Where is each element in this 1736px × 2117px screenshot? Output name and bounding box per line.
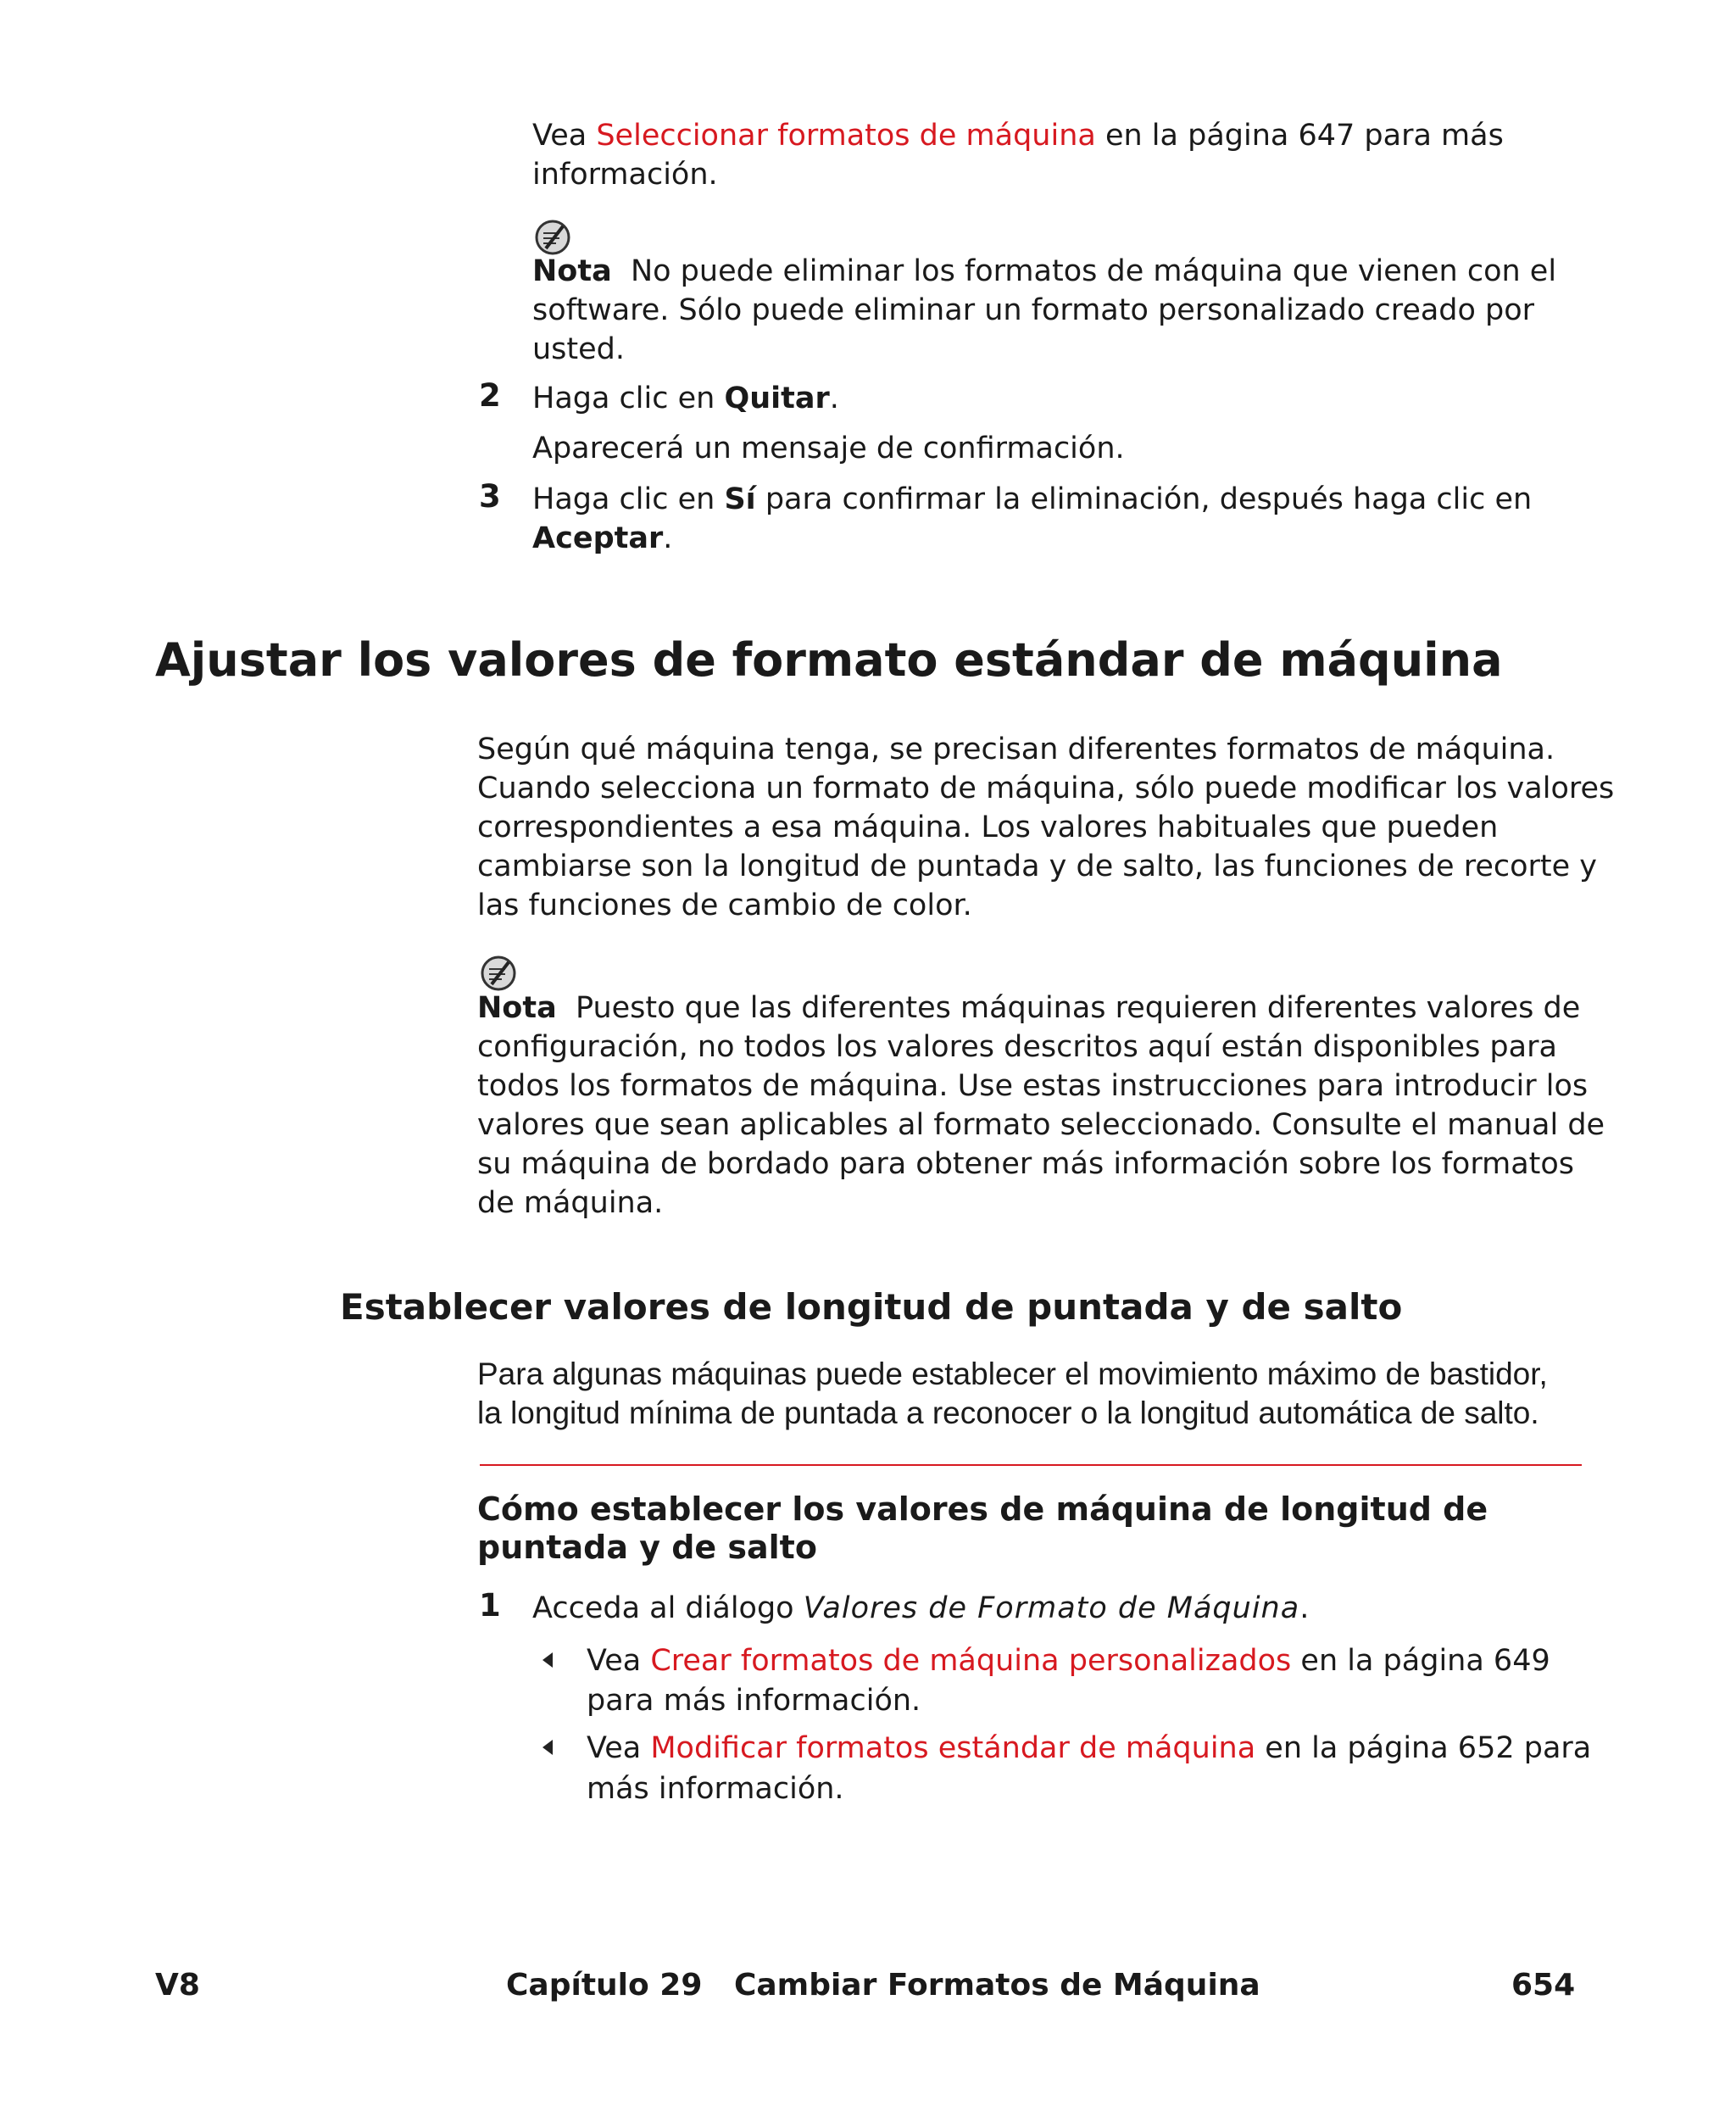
step-text: para confirmar la eliminación, después haga clic en [755,482,1533,516]
bullet-text: Vea [587,1731,651,1765]
dialog-name: Valores de Formato de Máquina [803,1591,1300,1625]
note-2 [477,989,1580,1028]
subsection-para-line: Para algunas máquinas puede establecer el movimiento máximo de bastidor, [477,1357,1548,1391]
ref-prefix: Vea [532,119,597,153]
section-para-line: las funciones de cambio de color. [477,889,972,922]
bullet-text: en la página 649 [1291,1644,1550,1678]
ui-term-quitar: Quitar [724,382,830,415]
subsection-para-line: la longitud mínima de puntada a reconocer o la longitud automática de salto. [477,1396,1539,1430]
step-text: . [1299,1591,1310,1625]
step-3-text [532,480,1532,519]
note-label: Nota [477,991,557,1025]
step-text: . [829,382,839,415]
subsection-heading: Establecer valores de longitud de puntada y de salto [340,1286,1403,1328]
step-3-line-2 [532,519,672,558]
note-pencil-icon [534,219,571,256]
reference-line [532,116,1504,155]
note-2-line: su máquina de bordado para obtener más información sobre los formatos [477,1147,1575,1181]
bullet-1-line-2: para más información. [587,1684,921,1718]
link-modificar-formatos[interactable]: Modificar formatos estándar de máquina [650,1731,1256,1765]
footer-version: V8 [155,1968,200,2003]
triangle-bullet-icon [542,1652,553,1668]
bullet-2-line-2: más información. [587,1772,844,1806]
footer-page-number: 654 [1511,1968,1576,2003]
note-2-line: todos los formatos de máquina. Use estas instrucciones para introducir los [477,1069,1589,1103]
note-2-line: de máquina. [477,1186,664,1220]
step-2-text [532,379,839,418]
section-heading: Ajustar los valores de formato estándar de máquina [155,633,1503,687]
note-text: Puesto que las diferentes máquinas requieren diferentes valores de [575,991,1581,1025]
procedure-divider [480,1464,1582,1466]
section-para-line: cambiarse son la longitud de puntada y de salto, las funciones de recorte y [477,850,1597,883]
link-crear-formatos[interactable]: Crear formatos de máquina personalizados [650,1644,1292,1678]
note-label: Nota [532,254,612,288]
step-1-text [532,1589,1309,1628]
note-1 [532,252,1556,291]
footer-chapter: Capítulo 29 Cambiar Formatos de Máquina [506,1968,1260,2003]
ref-suffix: en la página 647 para más [1095,119,1504,153]
step-2-result: Aparecerá un mensaje de confirmación. [532,432,1125,465]
step-number: 1 [479,1587,501,1624]
link-seleccionar-formatos[interactable]: Seleccionar formatos de máquina [596,119,1096,153]
bullet-text: Vea [587,1644,651,1678]
reference-line-2: información. [532,158,718,192]
triangle-bullet-icon [542,1740,553,1755]
note-1-line-3: usted. [532,332,626,366]
note-2-line: configuración, no todos los valores descritos aquí están disponibles para [477,1030,1557,1064]
bullet-2 [587,1729,1591,1768]
bullet-text: en la página 652 para [1255,1731,1592,1765]
step-text: Haga clic en [532,382,725,415]
note-1-line-2: software. Sólo puede eliminar un formato personalizado creado por [532,293,1535,327]
step-number: 3 [479,478,501,515]
step-text: Haga clic en [532,482,725,516]
step-text: . [663,521,673,555]
section-para-line: Según qué máquina tenga, se precisan diferentes formatos de máquina. [477,733,1555,766]
section-para-line: Cuando selecciona un formato de máquina, sólo puede modificar los valores [477,772,1615,805]
step-text: Acceda al diálogo [532,1591,804,1625]
ui-term-aceptar: Aceptar [532,521,664,555]
ui-term-si: Sí [724,482,756,516]
note-2-line: valores que sean aplicables al formato seleccionado. Consulte el manual de [477,1108,1605,1142]
step-number: 2 [479,377,501,414]
section-para-line: correspondientes a esa máquina. Los valores habituales que pueden [477,811,1499,844]
bullet-1 [587,1641,1550,1680]
procedure-heading: Cómo establecer los valores de máquina de longitud de [477,1490,1488,1528]
procedure-heading-line-2: puntada y de salto [477,1529,817,1566]
note-pencil-icon [480,955,517,992]
note-text: No puede eliminar los formatos de máquina que vienen con el [630,254,1557,288]
